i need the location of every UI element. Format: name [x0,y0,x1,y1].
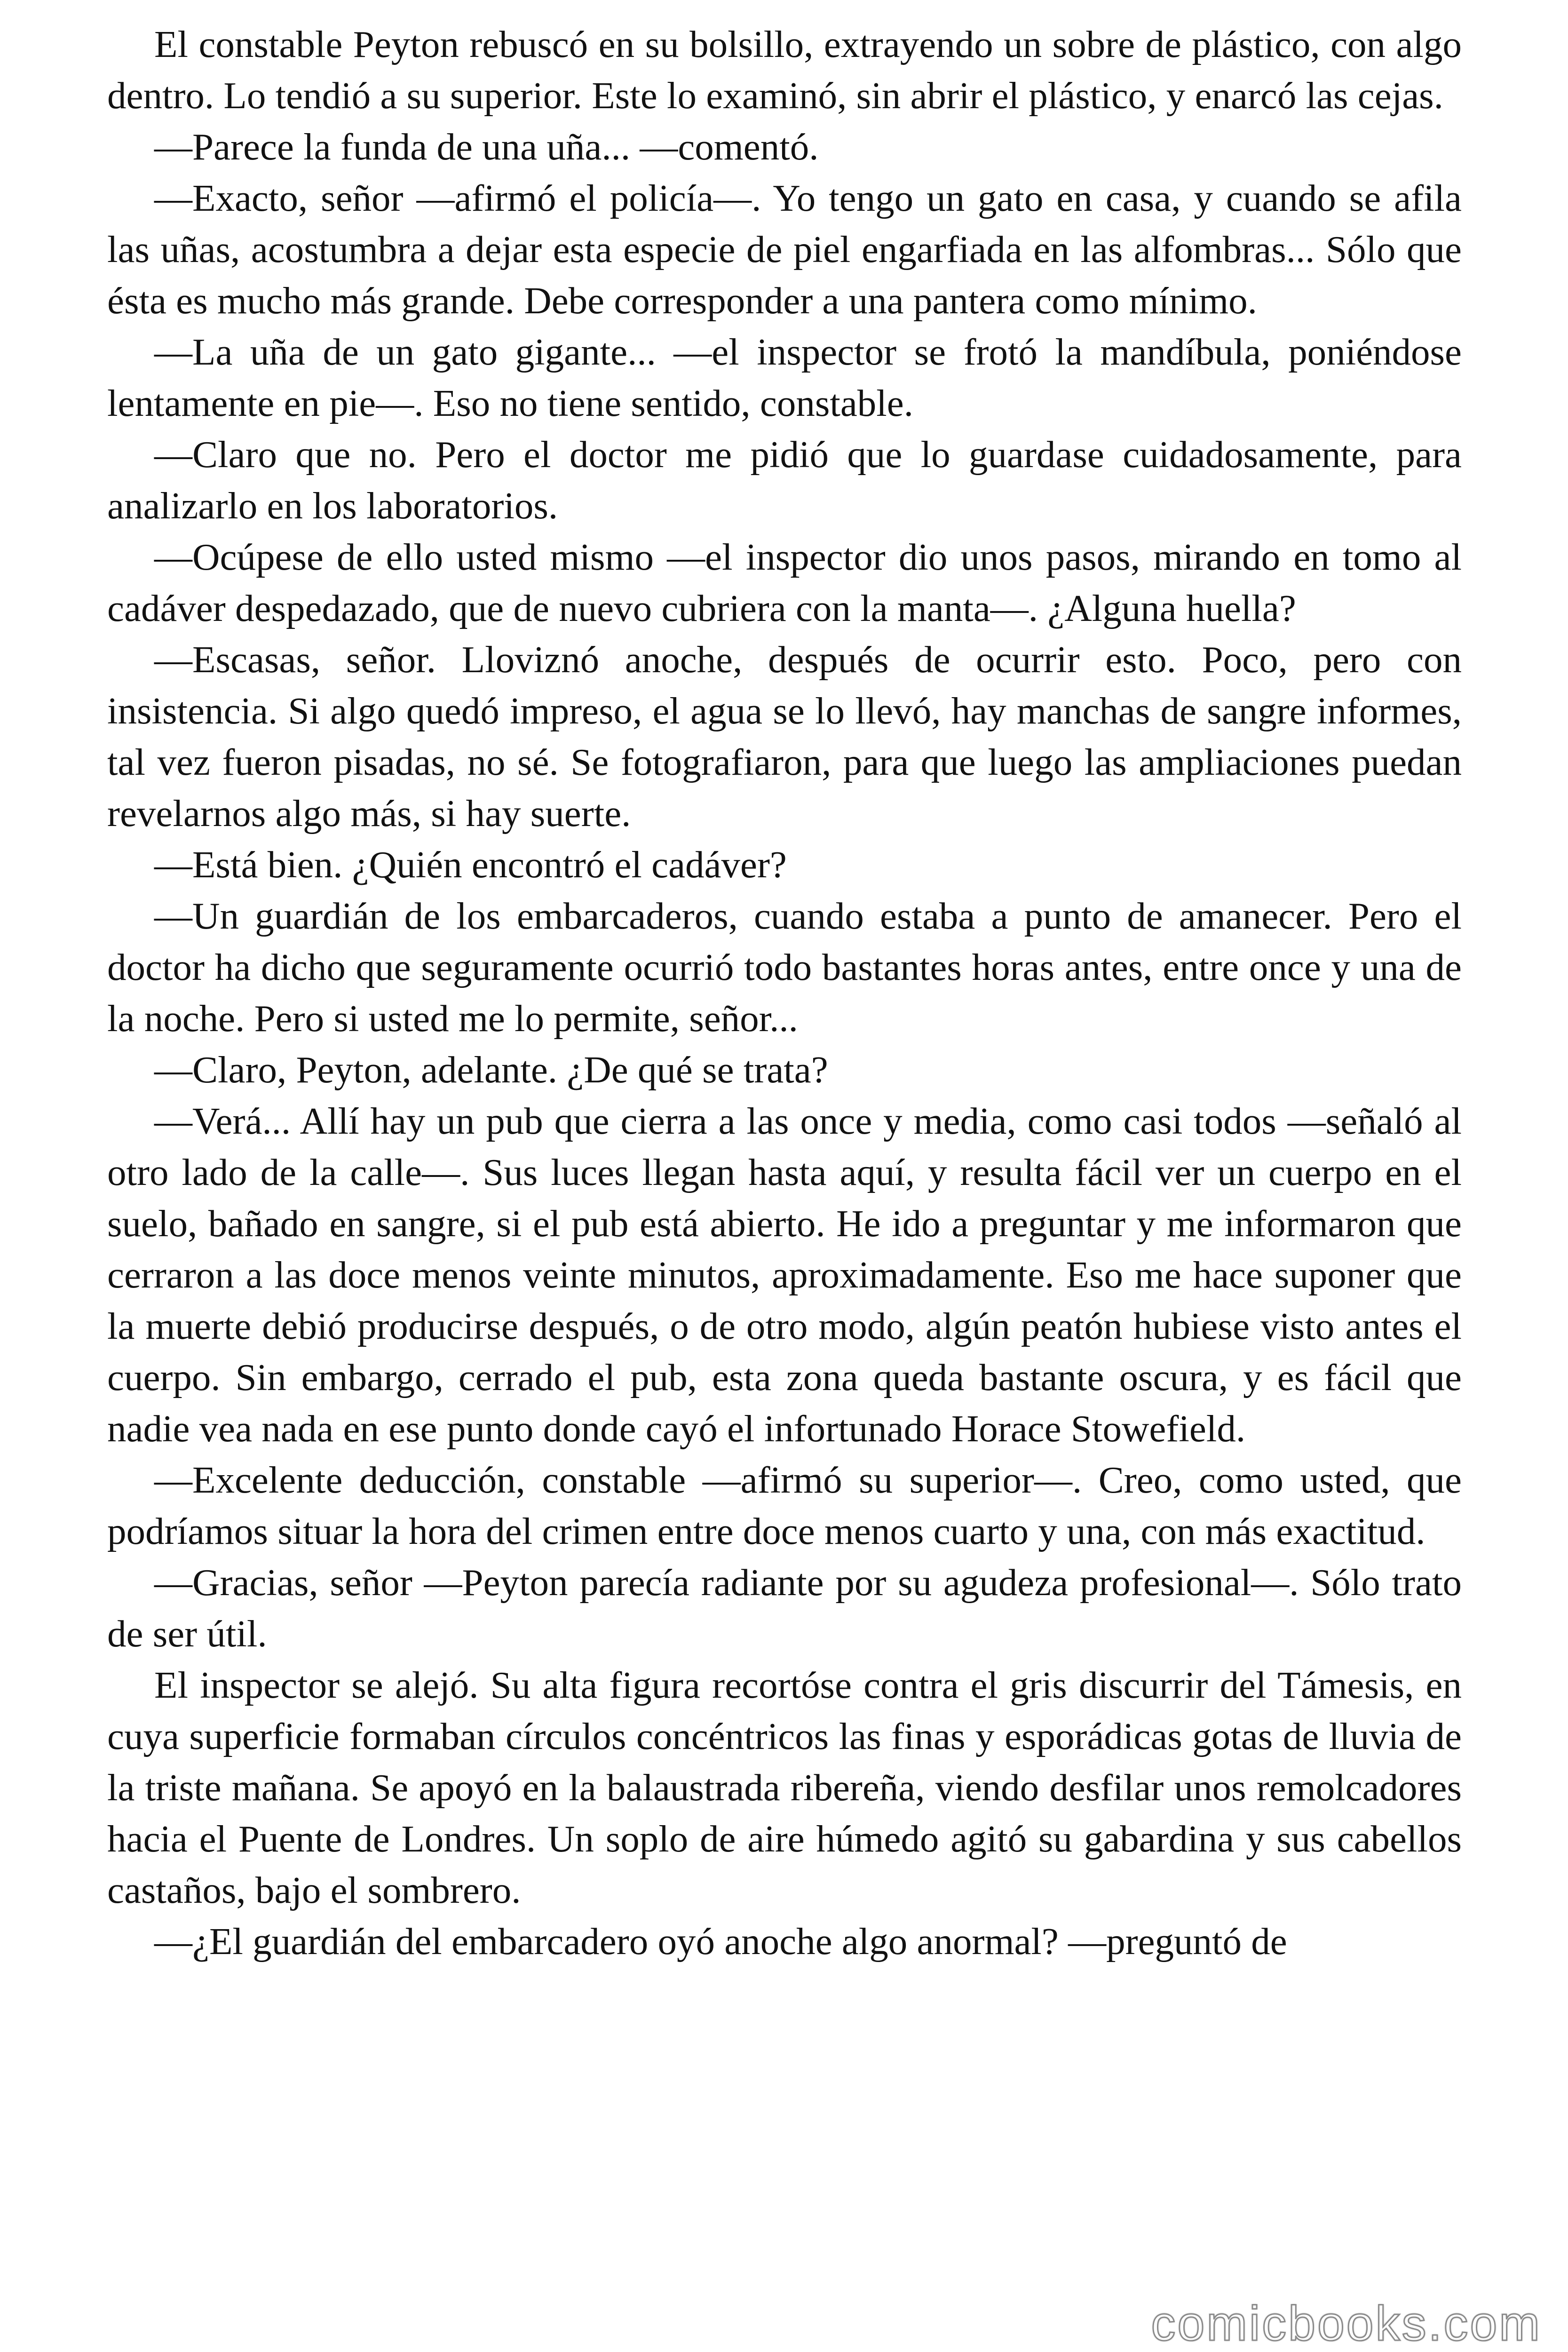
paragraph: —Parece la funda de una uña... —comentó. [154,126,819,168]
paragraph: —Escasas, señor. Lloviznó anoche, después de ocurrir esto. Poco, pero con insistencia. Si algo quedó impreso, el agua se lo llevó, hay manchas de sangre informes, tal vez fueron pisadas, no sé. Se fotografiaron, para que luego las ampliaciones puedan revelarnos algo más, si hay suerte. [107,638,1462,834]
paragraph: —Claro, Peyton, adelante. ¿De qué se trata? [154,1049,828,1091]
paragraph: —Verá... Allí hay un pub que cierra a las once y media, como casi todos —señaló al otro lado de la calle—. Sus luces llegan hasta aquí, y resulta fácil ver un cuerpo en el suelo, bañado en sangre, si el pub está abierto. He ido a preguntar y me informaron que cerraron a las doce menos veinte minutos, aproximadamente. Eso me hace suponer que la muerte debió producirse después, o de otro modo, algún peatón hubiese visto antes el cuerpo. Sin embargo, cerrado el pub, esta zona queda bastante oscura, y es fácil que nadie vea nada en ese punto donde cayó el infortunado Horace Stowefield. [107,1100,1462,1450]
paragraph: —Un guardián de los embarcaderos, cuando estaba a punto de amanecer. Pero el doctor ha dicho que seguramente ocurrió todo bastantes horas antes, entre once y una de la noche. Pero si usted me lo permite, señor... [107,895,1462,1040]
paragraph: —Gracias, señor —Peyton parecía radiante por su agudeza profesional—. Sólo trato de ser útil. [107,1561,1462,1655]
paragraph: —Excelente deducción, constable —afirmó su superior—. Creo, como usted, que podríamos situar la hora del crimen entre doce menos cuarto y una, con más exactitud. [107,1459,1462,1552]
paragraph: —La uña de un gato gigante... —el inspector se frotó la mandíbula, poniéndose lentamente en pie—. Eso no tiene sentido, constable. [107,331,1462,424]
watermark: comicbooks.com [1151,2296,1542,2351]
paragraph: —Exacto, señor —afirmó el policía—. Yo tengo un gato en casa, y cuando se afila las uñas, acostumbra a dejar esta especie de piel engarfiada en las alfombras... Sólo que ésta es mucho más grande. Debe corresponder a una pantera como mínimo. [107,177,1462,322]
book-page [107,19,1462,1967]
paragraph: —Está bien. ¿Quién encontró el cadáver? [154,843,787,886]
paragraph: —¿El guardián del embarcadero oyó anoche algo anormal? —preguntó de [154,1920,1287,1963]
paragraph: El inspector se alejó. Su alta figura recortóse contra el gris discurrir del Támesis, en cuya superficie formaban círculos concéntricos las finas y esporádicas gotas de lluvia de la triste mañana. Se apoyó en la balaustrada ribereña, viendo desfilar unos remolcadores hacia el Puente de Londres. Un soplo de aire húmedo agitó su gabardina y sus cabellos castaños, bajo el sombrero. [107,1664,1462,1911]
paragraph: —Ocúpese de ello usted mismo —el inspector dio unos pasos, mirando en tomo al cadáver despedazado, que de nuevo cubriera con la manta—. ¿Alguna huella? [107,536,1462,629]
paragraph: El constable Peyton rebuscó en su bolsillo, extrayendo un sobre de plástico, con algo dentro. Lo tendió a su superior. Este lo examinó, sin abrir el plástico, y enarcó las cejas. [107,23,1462,117]
paragraph: —Claro que no. Pero el doctor me pidió que lo guardase cuidadosamente, para analizarlo en los laboratorios. [107,433,1462,527]
